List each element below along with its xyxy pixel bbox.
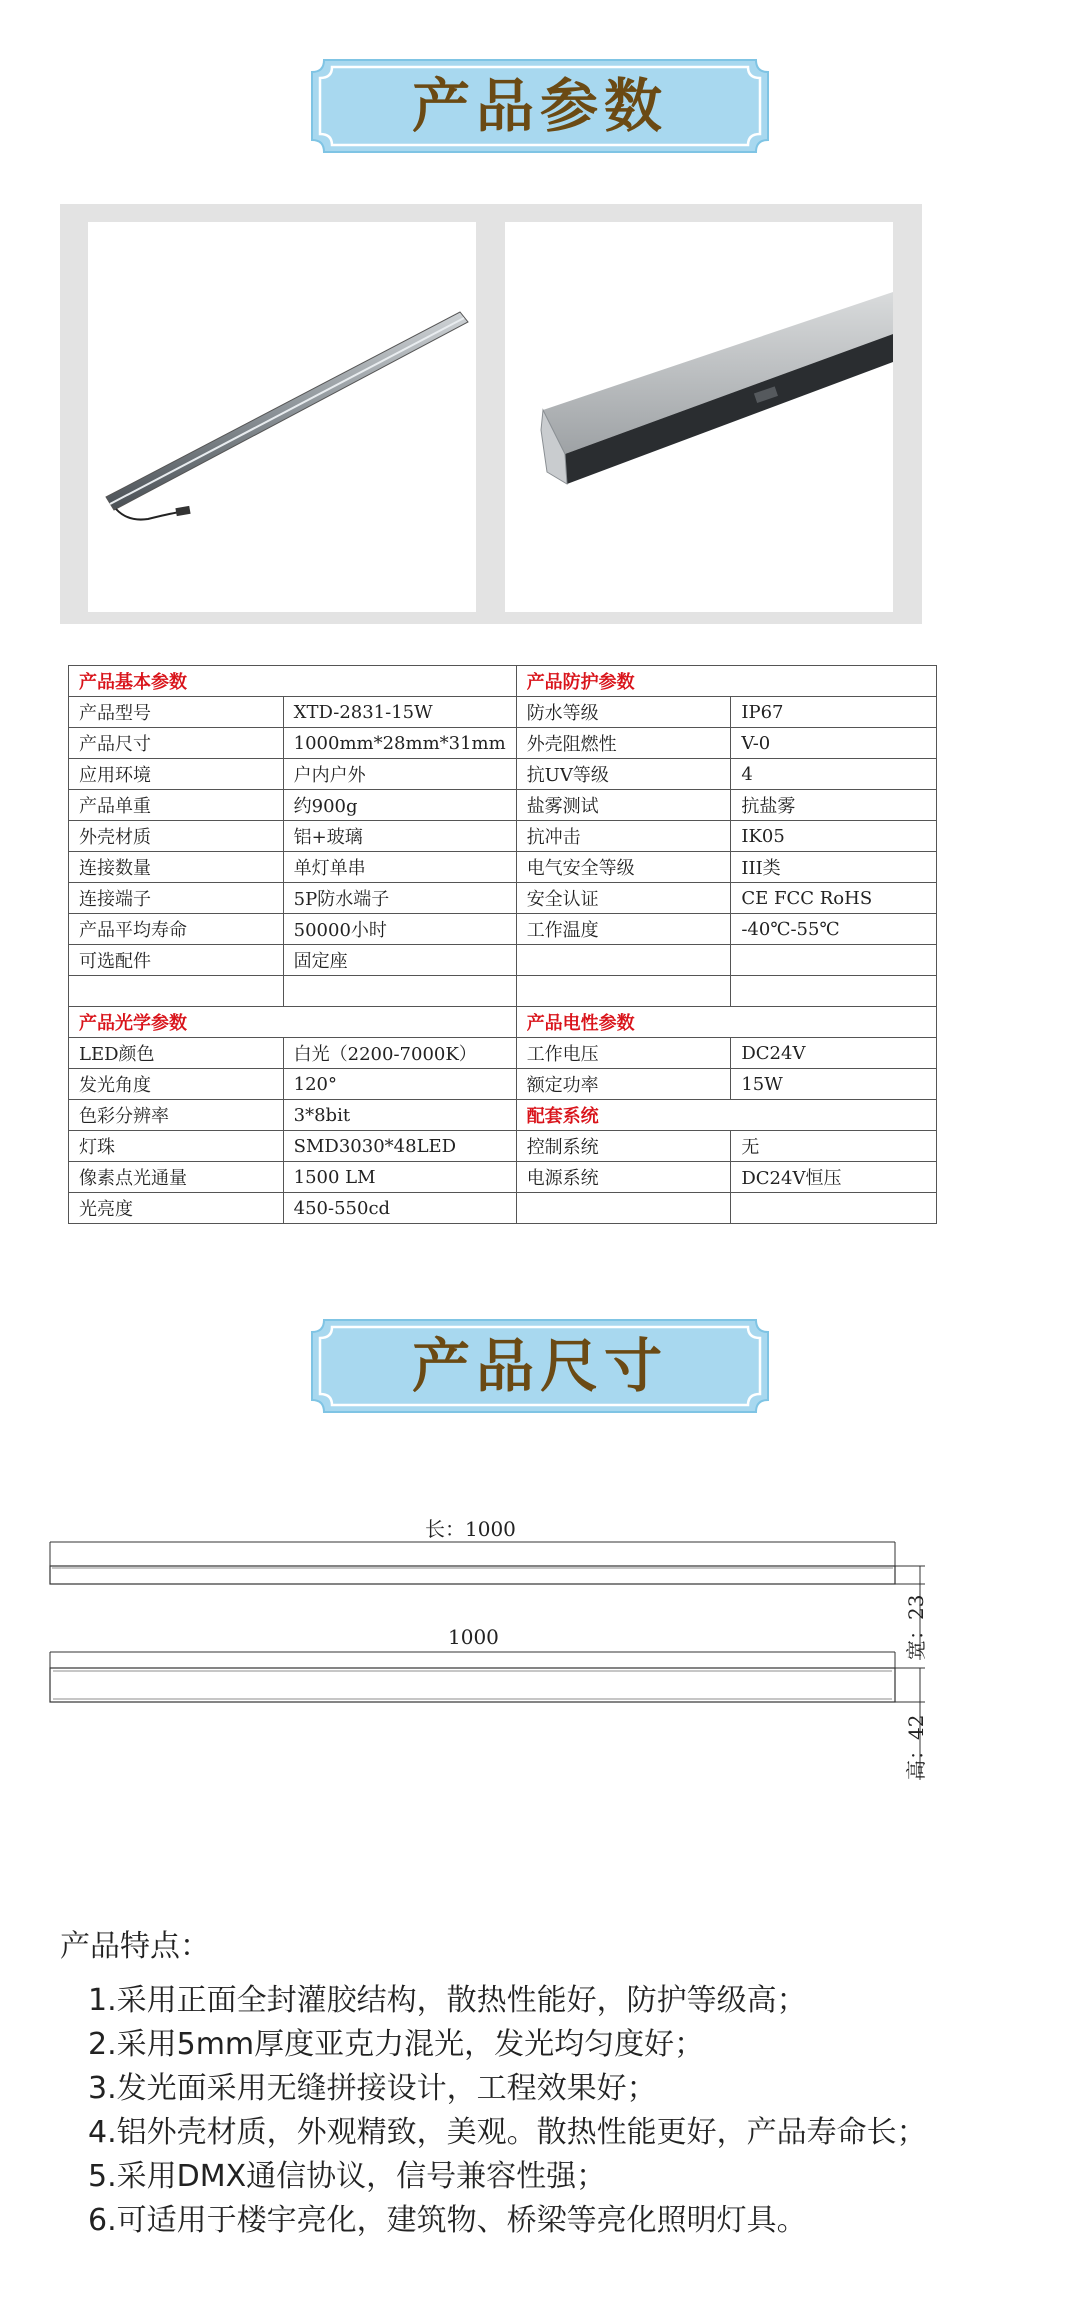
table-cell: V-0 <box>731 728 937 759</box>
table-row <box>69 1131 937 1162</box>
table-row <box>69 1069 937 1100</box>
table-cell <box>516 976 731 1007</box>
table-cell: 应用环境 <box>69 759 284 790</box>
feature-item: 1.采用正面全封灌胶结构，散热性能好，防护等级高； <box>88 1983 807 2018</box>
table-cell: 配套系统 <box>516 1100 936 1131</box>
table-cell <box>731 945 937 976</box>
table-cell: 产品光学参数 <box>69 1007 517 1038</box>
table-cell: 安全认证 <box>516 883 731 914</box>
table-cell <box>731 1193 937 1224</box>
feature-item: 5.采用DMX通信协议，信号兼容性强； <box>88 2159 607 2194</box>
table-cell: 产品基本参数 <box>69 666 517 697</box>
features-section <box>60 1925 927 2243</box>
table-cell: 4 <box>731 759 937 790</box>
table-cell: 外壳材质 <box>69 821 284 852</box>
product-photo-full <box>88 222 476 612</box>
length-label-side: 1000 <box>448 1625 499 1649</box>
table-row <box>69 821 937 852</box>
feature-item: 3.发光面采用无缝拼接设计，工程效果好； <box>88 2071 657 2106</box>
table-cell: DC24V恒压 <box>731 1162 937 1193</box>
table-cell: 15W <box>731 1069 937 1100</box>
table-cell: 抗UV等级 <box>516 759 731 790</box>
table-cell: 灯珠 <box>69 1131 284 1162</box>
table-row <box>69 1007 937 1038</box>
height-label: 高：42 <box>904 1714 928 1780</box>
table-row <box>69 914 937 945</box>
table-cell: 防水等级 <box>516 697 731 728</box>
feature-item: 2.采用5mm厚度亚克力混光，发光均匀度好； <box>88 2027 705 2062</box>
table-cell: -40℃-55℃ <box>731 914 937 945</box>
table-row <box>69 1038 937 1069</box>
table-cell: 450-550cd <box>283 1193 516 1224</box>
table-cell: 控制系统 <box>516 1131 731 1162</box>
table-cell <box>283 976 516 1007</box>
page-title: 产品参数 <box>411 72 668 140</box>
table-row <box>69 759 937 790</box>
params-table <box>68 665 937 1224</box>
table-cell: 抗冲击 <box>516 821 731 852</box>
table-cell: 铝+玻璃 <box>283 821 516 852</box>
section-banner-size <box>310 1318 770 1414</box>
table-cell: 50000小时 <box>283 914 516 945</box>
table-cell <box>731 976 937 1007</box>
feature-item: 4.铝外壳材质，外观精致，美观。散热性能更好，产品寿命长； <box>88 2115 927 2150</box>
product-photo-frame <box>60 204 922 624</box>
table-cell <box>69 976 284 1007</box>
table-cell: 产品单重 <box>69 790 284 821</box>
table-row <box>69 976 937 1007</box>
table-cell: 外壳阻燃性 <box>516 728 731 759</box>
table-cell: 产品电性参数 <box>516 1007 936 1038</box>
table-cell: 连接数量 <box>69 852 284 883</box>
table-cell: 产品防护参数 <box>516 666 936 697</box>
table-cell <box>516 945 731 976</box>
table-cell: III类 <box>731 852 937 883</box>
table-cell: 5P防水端子 <box>283 883 516 914</box>
table-cell: 像素点光通量 <box>69 1162 284 1193</box>
table-row <box>69 697 937 728</box>
table-cell: 可选配件 <box>69 945 284 976</box>
section-title: 产品尺寸 <box>411 1332 668 1400</box>
product-photo-closeup <box>505 222 893 612</box>
table-cell: 户内户外 <box>283 759 516 790</box>
table-cell: SMD3030*48LED <box>283 1131 516 1162</box>
table-cell: 产品平均寿命 <box>69 914 284 945</box>
width-label: 宽：23 <box>904 1594 928 1660</box>
section-banner-params <box>310 58 770 154</box>
table-row <box>69 1162 937 1193</box>
table-cell: IP67 <box>731 697 937 728</box>
params-table-body <box>69 666 937 1224</box>
feature-item: 6.可适用于楼宇亮化，建筑物、桥梁等亮化照明灯具。 <box>88 2203 807 2238</box>
table-row <box>69 728 937 759</box>
table-row <box>69 945 937 976</box>
table-row <box>69 852 937 883</box>
table-cell: 约900g <box>283 790 516 821</box>
table-cell: 工作温度 <box>516 914 731 945</box>
table-cell: 固定座 <box>283 945 516 976</box>
table-cell: 色彩分辨率 <box>69 1100 284 1131</box>
table-cell: 盐雾测试 <box>516 790 731 821</box>
table-cell: CE FCC RoHS <box>731 883 937 914</box>
features-title: 产品特点： <box>60 1929 210 1964</box>
table-cell: 抗盐雾 <box>731 790 937 821</box>
table-cell: 1000mm*28mm*31mm <box>283 728 516 759</box>
table-row <box>69 883 937 914</box>
table-cell: 3*8bit <box>283 1100 516 1131</box>
table-cell: IK05 <box>731 821 937 852</box>
table-row <box>69 1193 937 1224</box>
table-cell: 额定功率 <box>516 1069 731 1100</box>
table-cell: 连接端子 <box>69 883 284 914</box>
table-cell <box>516 1193 731 1224</box>
table-cell: 白光（2200-7000K） <box>283 1038 516 1069</box>
table-cell: 电源系统 <box>516 1162 731 1193</box>
table-cell: 发光角度 <box>69 1069 284 1100</box>
table-cell: LED颜色 <box>69 1038 284 1069</box>
table-cell: 工作电压 <box>516 1038 731 1069</box>
table-row <box>69 1100 937 1131</box>
table-cell: 120° <box>283 1069 516 1100</box>
table-cell: 产品型号 <box>69 697 284 728</box>
table-row <box>69 790 937 821</box>
table-cell: 单灯单串 <box>283 852 516 883</box>
length-label: 长：1000 <box>425 1517 516 1541</box>
table-cell: 电气安全等级 <box>516 852 731 883</box>
table-cell: 产品尺寸 <box>69 728 284 759</box>
table-cell: XTD-2831-15W <box>283 697 516 728</box>
table-cell: 1500 LM <box>283 1162 516 1193</box>
table-row <box>69 666 937 697</box>
table-cell: 无 <box>731 1131 937 1162</box>
table-cell: 光亮度 <box>69 1193 284 1224</box>
table-cell: DC24V <box>731 1038 937 1069</box>
